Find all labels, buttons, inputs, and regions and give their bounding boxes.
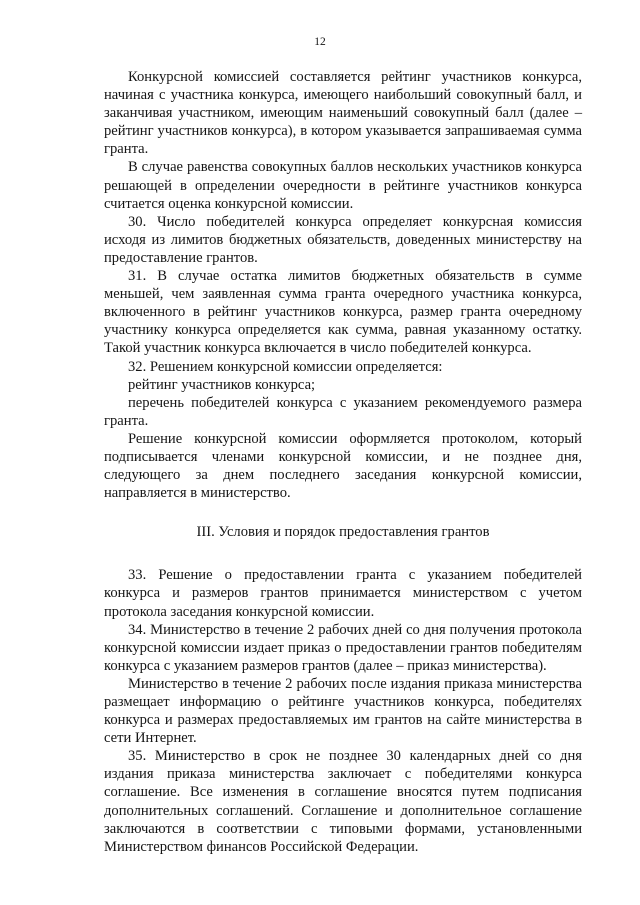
list-item-rating: рейтинг участников конкурса;: [128, 376, 316, 393]
paragraph-34: 34. Министерство в течение 2 рабочих дней со дня получения протокола конкурсной комиссии издает приказ о предоставлении грантов победителям конкурса с указанием размеров грантов (далее – приказ министерства).: [104, 621, 582, 674]
page-number: 12: [314, 36, 326, 48]
paragraph-32: 32. Решением конкурсной комиссии определяется:: [128, 358, 443, 375]
paragraph-33: 33. Решение о предоставлении гранта с указанием победителей конкурса и размеров грантов принимается министерством с учетом протокола заседания конкурсной комиссии.: [104, 567, 582, 620]
paragraph-publication: Министерство в течение 2 рабочих после издания приказа министерства размещает информацию о рейтинге участников конкурса, победителях конкурса и размерах предоставляемых им грантов на сайте министерства в сети Интернет.: [104, 675, 582, 747]
section-heading: III. Условия и порядок предоставления грантов: [196, 524, 490, 541]
list-item-winners: перечень победителей конкурса с указанием рекомендуемого размера гранта.: [104, 394, 582, 429]
paragraph-30: 30. Число победителей конкурса определяет конкурсная комиссия исходя из лимитов бюджетных обязательств, доведенных министерству на предоставление грантов.: [104, 213, 582, 266]
paragraph-31: 31. В случае остатка лимитов бюджетных обязательств в сумме меньшей, чем заявленная сумма гранта очередного участника конкурса, включенного в рейтинг участников конкурса, размер гранта очередному участнику конкурса определяется как сумма, равная указанному остатку. Такой участник конкурса включается в число победителей конкурса.: [104, 268, 582, 357]
paragraph-equal-scores: В случае равенства совокупных баллов нескольких участников конкурса решающей в определении очередности в рейтинге участников конкурса считается оценка конкурсной комиссии.: [104, 159, 582, 212]
document-body: [104, 68, 582, 856]
paragraph-rating: Конкурсной комиссией составляется рейтинг участников конкурса, начиная с участника конкурса, имеющего наибольший совокупный балл, и заканчивая участником, имеющим наименьший совокупный балл (далее – рейтинг участников конкурса), в котором указывается запрашиваемая сумма гранта.: [104, 69, 582, 158]
paragraph-protocol: Решение конкурсной комиссии оформляется протоколом, который подписывается членами конкурсной комиссии, и не позднее дня, следующего за днем последнего заседания конкурсной комиссии, направляется в министерство.: [104, 430, 582, 502]
paragraph-35: 35. Министерство в срок не позднее 30 календарных дней со дня издания приказа министерства заключает с победителями конкурса соглашение. Все изменения в соглашение вносятся путем подписания дополнительных соглашений. Соглашение и дополнительное соглашение заключаются в соответствии с типовыми формами, установленными Министерством финансов Российской Федерации.: [104, 748, 582, 855]
